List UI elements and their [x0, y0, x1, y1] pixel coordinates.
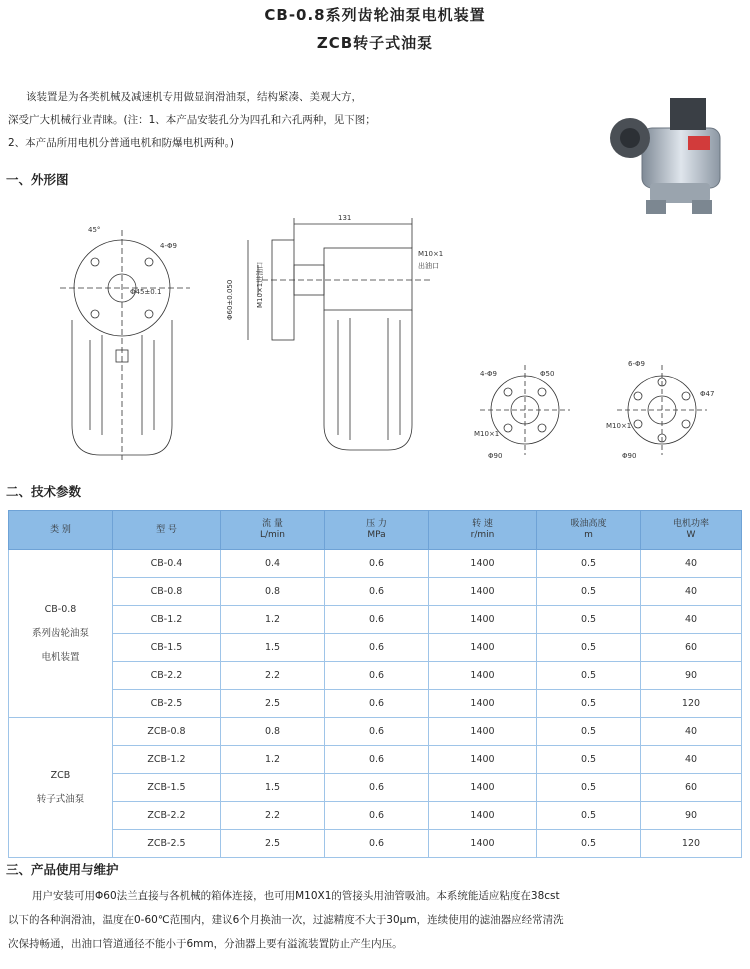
dim-dia-b: Φ50 [540, 370, 555, 378]
intro-line-1: 该装置是为各类机械及减速机专用做显润滑油泵，结构紧凑、美观大方， [26, 91, 362, 103]
table-cell: 0.5 [537, 578, 641, 606]
header-pressure: 压 力 MPa [325, 511, 429, 550]
spec-table [8, 510, 742, 858]
table-cell: ZCB-0.8 [113, 718, 221, 746]
table-cell: 2.2 [221, 662, 325, 690]
table-cell: 0.5 [537, 802, 641, 830]
category-line: 转子式油泵 [36, 793, 85, 805]
table-cell: 1400 [429, 830, 537, 858]
dim-thread-in: M10×1进油口 [256, 261, 264, 308]
table-cell: 1.2 [221, 606, 325, 634]
table-row [9, 802, 742, 830]
intro-line-2: 深受广大机械行业青睐。(注：1、本产品安装孔分为四孔和六孔两种，见下图； [8, 114, 376, 126]
intro-line-3: 2、本产品所用电机分普通电机和防爆电机两种。) [8, 137, 235, 149]
dim-thread-b: M10×1 [474, 430, 500, 438]
table-cell: ZCB-2.2 [113, 802, 221, 830]
table-cell: 0.5 [537, 746, 641, 774]
table-cell: 0.5 [537, 550, 641, 578]
table-cell: 0.6 [325, 830, 429, 858]
table-cell: 0.4 [221, 550, 325, 578]
table-cell: ZCB-1.5 [113, 774, 221, 802]
dim-angle: 45° [88, 226, 101, 234]
table-cell: 1400 [429, 802, 537, 830]
table-row [9, 550, 742, 578]
section-tech-params-heading: 二、技术参数 [6, 484, 82, 499]
product-photo [600, 88, 740, 218]
dim-four-holes-b: 4-Φ9 [480, 370, 497, 378]
table-cell: 0.6 [325, 578, 429, 606]
table-cell: 0.5 [537, 774, 641, 802]
table-row [9, 690, 742, 718]
table-cell: 0.5 [537, 718, 641, 746]
table-cell: 40 [641, 718, 742, 746]
usage-line-1: 用户安装可用Φ60法兰直接与各机械的箱体连接，也可用M10X1的管接头用油管吸油。本系统能适应粘度在38cst [32, 890, 560, 902]
table-cell: 1400 [429, 578, 537, 606]
table-cell: 1400 [429, 606, 537, 634]
usage-paragraph [8, 884, 744, 956]
category-cell-zcb [9, 718, 113, 858]
table-cell: 0.6 [325, 718, 429, 746]
dim-six-holes: 6-Φ9 [628, 360, 645, 368]
table-cell: 0.8 [221, 718, 325, 746]
category-cell-cb [9, 550, 113, 718]
table-row [9, 718, 742, 746]
page-subtitle: ZCB转子式油泵 [316, 34, 434, 52]
table-cell: 0.6 [325, 802, 429, 830]
table-cell: 0.6 [325, 634, 429, 662]
table-cell: 0.6 [325, 550, 429, 578]
dim-outlet: 出油口 [418, 262, 439, 270]
table-header-row [9, 511, 742, 550]
table-cell: 40 [641, 746, 742, 774]
table-cell: 1400 [429, 718, 537, 746]
dim-bolt-circle: Φ45±0.1 [130, 288, 162, 296]
table-cell: 40 [641, 578, 742, 606]
usage-line-2: 以下的各种润滑油，温度在0-60℃范围内，建议6个月换油一次，过滤精度不大于30μm，连续使用的滤油器应经常清洗 [8, 914, 564, 926]
table-row [9, 774, 742, 802]
category-line: CB-0.8 [44, 603, 77, 615]
table-cell: 40 [641, 606, 742, 634]
usage-line-3: 次保持畅通，出油口管道通径不能小于6mm，分油器上要有溢流装置防止产生内压。 [8, 938, 403, 950]
table-cell: 0.5 [537, 606, 641, 634]
table-cell: 1400 [429, 634, 537, 662]
table-cell: 2.2 [221, 802, 325, 830]
dim-dia-c: Φ90 [488, 452, 503, 460]
table-cell: 90 [641, 802, 742, 830]
table-cell: 1.2 [221, 746, 325, 774]
outline-drawing [0, 200, 750, 470]
table-cell: ZCB-2.5 [113, 830, 221, 858]
table-row [9, 634, 742, 662]
dim-four-holes: 4-Φ9 [160, 242, 177, 250]
table-cell: 1400 [429, 690, 537, 718]
table-cell: 40 [641, 550, 742, 578]
dim-thread-c: M10×1 [606, 422, 632, 430]
header-speed: 转 速 r/min [429, 511, 537, 550]
table-cell: CB-1.5 [113, 634, 221, 662]
table-cell: 120 [641, 690, 742, 718]
table-cell: 1400 [429, 550, 537, 578]
table-row [9, 578, 742, 606]
table-row [9, 662, 742, 690]
table-cell: 1400 [429, 746, 537, 774]
table-cell: 2.5 [221, 690, 325, 718]
intro-paragraph [8, 86, 588, 155]
table-cell: 0.6 [325, 606, 429, 634]
table-cell: 0.6 [325, 774, 429, 802]
table-cell: 1400 [429, 774, 537, 802]
section-usage-heading: 三、产品使用与维护 [6, 862, 119, 877]
dim-dia-e: Φ90 [622, 452, 637, 460]
table-row [9, 606, 742, 634]
table-cell: ZCB-1.2 [113, 746, 221, 774]
table-cell: 0.8 [221, 578, 325, 606]
table-cell: CB-2.5 [113, 690, 221, 718]
table-cell: CB-0.8 [113, 578, 221, 606]
table-cell: 1.5 [221, 634, 325, 662]
dim-thread-out: M10×1 [418, 250, 444, 258]
table-cell: 0.5 [537, 634, 641, 662]
header-suction-height: 吸油高度 m [537, 511, 641, 550]
category-line: ZCB [50, 769, 71, 781]
table-cell: 1400 [429, 662, 537, 690]
table-cell: CB-0.4 [113, 550, 221, 578]
table-cell: 2.5 [221, 830, 325, 858]
table-cell: 0.5 [537, 830, 641, 858]
table-cell: 0.6 [325, 746, 429, 774]
dim-length: 131 [338, 214, 352, 222]
table-cell: 0.5 [537, 662, 641, 690]
section-outline-heading: 一、外形图 [6, 172, 69, 187]
header-model: 型 号 [113, 511, 221, 550]
dim-flange-dia: Φ60±0.050 [226, 279, 234, 320]
page-title: CB-0.8系列齿轮油泵电机装置 [264, 6, 486, 24]
table-cell: CB-1.2 [113, 606, 221, 634]
table-cell: 60 [641, 774, 742, 802]
table-cell: 60 [641, 634, 742, 662]
header-category: 类 别 [9, 511, 113, 550]
header-motor-power: 电机功率 W [641, 511, 742, 550]
category-line: 系列齿轮油泵 [31, 627, 89, 639]
category-line: 电机装置 [41, 651, 80, 663]
table-cell: CB-2.2 [113, 662, 221, 690]
table-row [9, 746, 742, 774]
table-cell: 0.6 [325, 690, 429, 718]
header-flow: 流 量 L/min [221, 511, 325, 550]
dim-dia-d: Φ47 [700, 390, 715, 398]
table-cell: 90 [641, 662, 742, 690]
table-cell: 0.5 [537, 690, 641, 718]
table-row [9, 830, 742, 858]
table-cell: 1.5 [221, 774, 325, 802]
table-cell: 0.6 [325, 662, 429, 690]
table-cell: 120 [641, 830, 742, 858]
